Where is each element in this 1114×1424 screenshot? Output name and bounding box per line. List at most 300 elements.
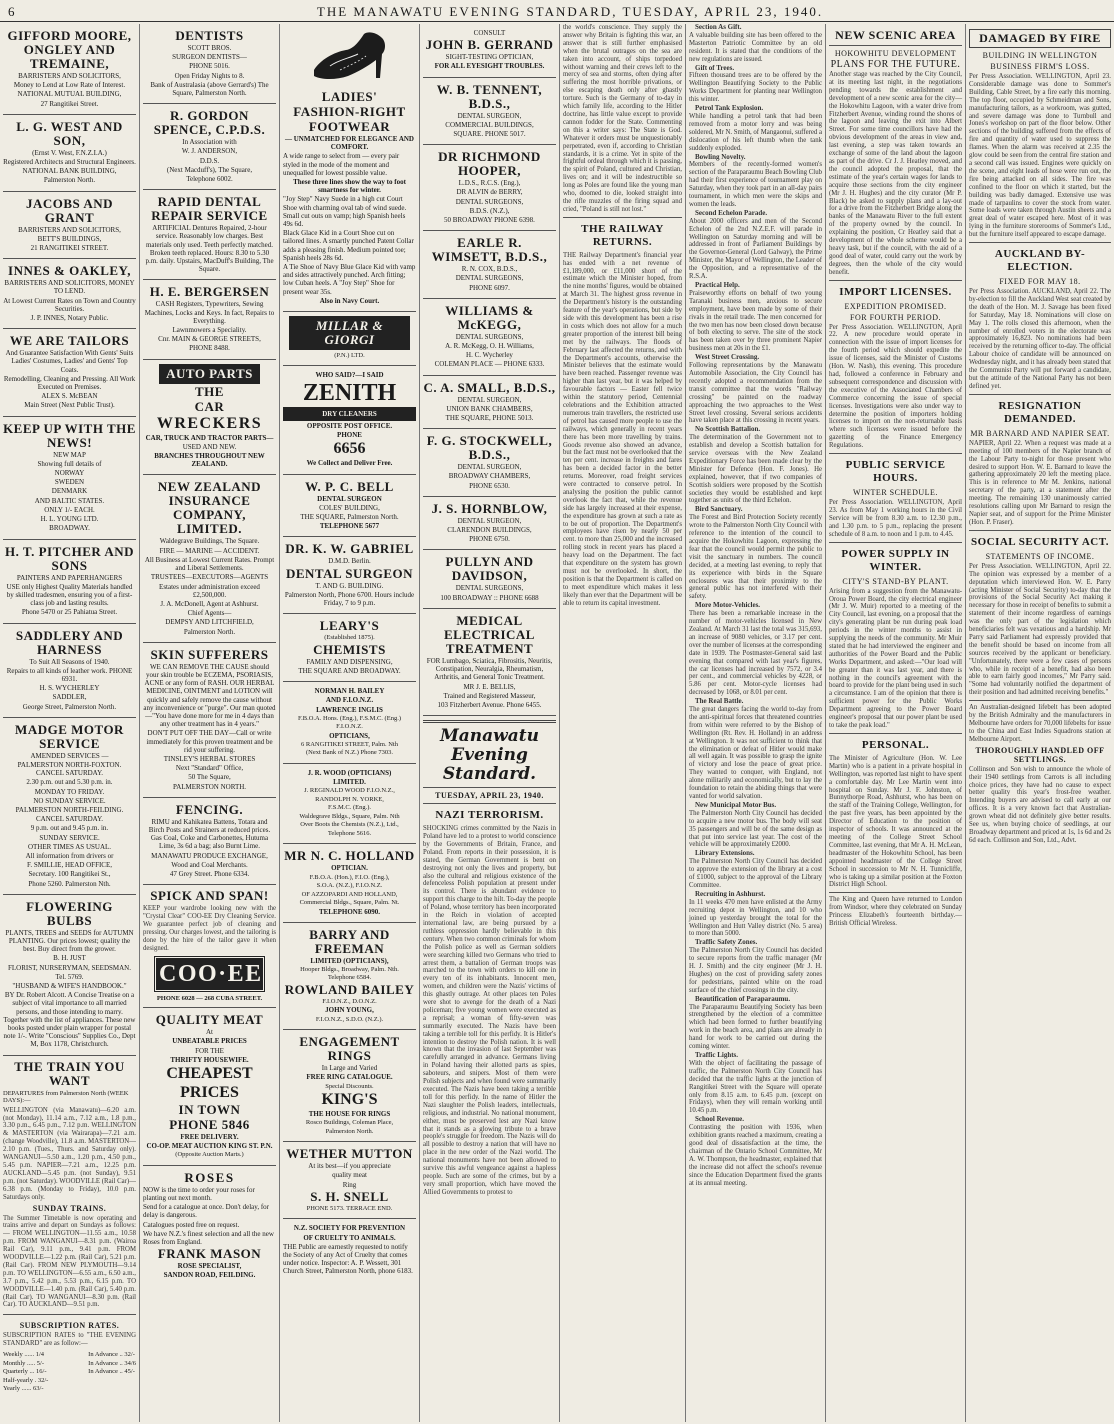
news-brief-heading: Bowling Novelty. — [695, 152, 746, 161]
ad-line: F.B.O.A. Hons. (Eng.), F.S.M.C. (Eng.) — [298, 714, 401, 722]
advertisement — [3, 417, 136, 540]
ad-line: Money to Lend at Low Rate of Interest. — [13, 81, 126, 90]
resign-sub: MR BARNARD AND NAPIER SEAT. — [970, 428, 1110, 438]
ad-line: FAMILY AND DISPENSING, — [306, 657, 393, 666]
news-brief-heading: Section As Gift. — [695, 24, 742, 31]
news-brief-heading: Library Extensions. — [695, 849, 755, 858]
ad-line: 9 p.m. out and 9.45 p.m. in. — [30, 824, 109, 833]
ad-line: C. A. SMALL, B.D.S., — [423, 379, 556, 395]
news-brief-text: Praiseworthy efforts on behalf of two young Taranaki business men, anxious to secure employment, have been made by some of their rivals in the retail trade. The men concerned for the two men has now been closed down because of both electing to serve. The site of the stock has been taken over by three prominent Napier business men at 20s in the £1. — [689, 289, 822, 353]
news-brief-heading: Gift of Trees. — [695, 63, 735, 72]
ad-line: Palmerston North. — [43, 176, 96, 185]
ad-line: OTHER TIMES AS USUAL. — [27, 842, 112, 851]
ad-line: ALEX S. McBEAN — [41, 392, 98, 401]
ad-line: LEARY'S — [319, 618, 380, 634]
news-brief — [689, 506, 822, 601]
millar-sub: (P.N.) LTD. — [334, 352, 365, 360]
ad-line: D.D.S. — [199, 156, 220, 165]
ad-line: ROWLAND BAILEY — [284, 981, 415, 997]
advertisement — [143, 798, 276, 885]
resign-text: NAPIER, April 22. When a request was made at a meeting of 100 members of the Napier branch of the Labour Party to-night for those present who desired to support Hon. W. E. Barnard to leave the gathering approximately 20 left the meeting place. This is in reference to Mr M. Jenkins, national secretary of the party, at a statement after the meeting. The remaining 130 unanimously carried resolutions calling upon Mr Barnard to resign the Napier seat, and of support for the Prime Minister (Hon. P. Fraser). — [969, 439, 1111, 526]
scenic-text: Another stage was reached by the City Council, at its meeting last night, in the negotiations pending towards the establishment and development of a new scenic area for the city—the Hokowhitu Lagoon, with a water drive from Fitzherbert Avenue, winding round the shores of the lagoon and leaving the exit into Albert Street. For some time councillors have had the obvious development of the areas in view and, last evening, a step was taken towards an exchange of some of the land about the lagoon as part of the drive. Cr J. J. Heatley moved, and the council adopted the proposal, that the estimate of the year's certain wages for lands to acquire those sections from the city engineer (Mr J. H. Hughes) and the city curator (Mr P. Black) be asked to supply plans and a lay-out for a drive from the Fitzherbert Bridge along the banks of the Manawatu River to the full extent of the property owned by the council. In explaining the position, Cr Heatley said that a development of the whole scheme would be a heavy task, but if the council, with the aid of a good deal of water, could carry out the work by degrees, then the whole of the city would benefit. — [829, 71, 962, 276]
ad-line: CASH Registers, Typewriters, Sewing Machines, Locks and Keys. In fact, Repairs to Everything. — [144, 300, 275, 325]
ad-line: Black Glace Kid in a Court Shoe cut on tailored lines. A smartly punched Patent Collar adds a pleasing finish. Medium pointed toe; Spanish heels 28s 6d. — [283, 229, 414, 262]
masthead-title: THE MANAWATU EVENING STANDARD, TUESDAY, APRIL 23, 1940. — [316, 4, 824, 19]
ad-line: GIFFORD MOORE, ONGLEY AND TREMAINE, — [7, 28, 132, 71]
ad-line: PHONE 5846 — [169, 1116, 250, 1132]
ad-line: FLORIST, NURSERYMAN, SEEDSMAN. — [8, 963, 131, 972]
ad-line: LAWRENCE INGLIS — [316, 705, 383, 714]
news-brief — [689, 65, 822, 105]
ad-line: R. N. COX, B.D.S., — [461, 265, 518, 274]
advertisement — [3, 115, 136, 192]
ad-line: DENMARK — [51, 487, 88, 496]
ad-line: Phone 5470 or 25 Pahiatua Street. — [21, 608, 118, 617]
ad-line: Monthly ..... 5/- — [3, 1359, 44, 1367]
news-brief-text: Following representations by the Manawatu Automobile Association, the City Council has recently adopted a recommendation from the transit committee that the words "Railway crossing" be painted on the roadway approaching the two approaches to the West Street level crossing. Several serious accidents have taken place at this crossing in recent years. — [689, 362, 822, 425]
advertisement — [423, 299, 556, 376]
ad-line: Phone 5260. Palmerston Nth. — [28, 879, 111, 888]
ad-line: Telephone 5616. — [327, 829, 372, 837]
ad-line: DRY CLEANERS — [283, 407, 416, 421]
ad-line: Palmerston North. — [183, 627, 236, 636]
ad-line: WHO SAID?—I SAID — [315, 370, 384, 379]
ad-line: Palmerston North. — [325, 1127, 374, 1135]
ad-line: TINSLEY'S HERBAL STORES — [163, 754, 256, 763]
sunday-text: The Summer Timetable is now operating and trains arrive and depart on Sundays as follows:— FROM WELLINGTON—11.55 a.m., 10.58 p.m. FROM WANGANUI—8.31 p.m. (Wairoa Rail Car), 9.11 p.m., 9.41 p.m. FROM WOODVILLE—1.22 p.m. (Rail Car), 5.21 p.m. (Rail Car). FROM NEW PLYMOUTH—9.14 p.m. TO WELLINGTON—6.55 a.m., 6.50 a.m., 3.7 p.m., 5.42 p.m., 5.53 p.m., 6.15 p.m. TO WOODVILLE—1.40 p.m. (Rail Car), 5.40 p.m. (Rail Car). TO WANGANUI—8.30 p.m. (Rail Car). TO AUCKLAND—9.51 p.m. — [3, 1214, 136, 1309]
ad-line: Ring — [342, 1180, 357, 1189]
advertisement — [143, 475, 276, 642]
millar-logo: MILLAR & GIORGI — [289, 316, 410, 350]
ads-list-a — [143, 24, 276, 360]
ad-line: B.D.S. (N.Z.), — [469, 206, 510, 215]
ad-line: Waldegrave Bldgs., Square, Palm. Nth — [299, 812, 400, 820]
ad-line: USE only Highest Quality Materials handled by skilled tradesmen, ensuring you of a first-class job and lasting results. — [6, 582, 133, 608]
millar-giorgi-ad — [283, 312, 416, 366]
subs-title: SUBSCRIPTION RATES. — [19, 1321, 120, 1331]
ad-line: BROADWAY. — [49, 524, 90, 533]
ad-line: Repairs to all kinds of leather work. PHONE 6931. — [6, 666, 133, 683]
news-brief-heading: Practical Help. — [695, 281, 740, 289]
news-brief — [689, 24, 822, 64]
social-sub: STATEMENTS OF INCOME. — [985, 551, 1095, 561]
ad-line: Showing full details of — [37, 459, 102, 468]
ad-line: TRUSTEES—EXECUTORS—AGENTS — [150, 573, 269, 582]
subs-text: SUBSCRIPTION RATES to "THE EVENING STANDARD" are as follow:— — [3, 1332, 136, 1348]
ad-line: WE ARE TAILORS — [9, 333, 130, 349]
ad-line: Half-yearly . 32/- — [3, 1376, 49, 1384]
ad-line: NORMAN H. BAILEY — [314, 687, 385, 696]
power-text: Arising from a suggestion from the Manawatu-Oroua Power Board, the city electrical engineer (Mr J. W. Muir) reported to a meeting of the City Council, last evening, on a proposal that the city's generating plant be run during peak load periods in the winter months to assist in supplying the needs of the community. Mr Muir stated that he had interviewed the engineer and authorities of the Power Board and the Public Works Department, and asked:—"Our load will be greater than it was last year, and there is nothing in the council's agreement with the board to provide for the plant being used in such a circumstance. I am of the opinion that there is sufficient power for the Public Works Department agreeing to the Power Board engineer's proposal that our power plant be used to take the peak load." — [829, 587, 962, 729]
ad-line: T. AND G. BUILDING. — [315, 581, 384, 590]
ad-line: FENCING. — [175, 801, 244, 817]
ad-line: Palmerston North, Phone 6700. Hours include Friday, 7 to 9 p.m. — [284, 590, 415, 607]
public-service-title: PUBLIC SERVICE HOURS. — [845, 459, 946, 485]
ad-line: Special Discounts. — [325, 1082, 374, 1090]
advertisement — [3, 329, 136, 416]
social-text: Per Press Association. WELLINGTON, April 22. The opinion was expressed by a member of a deputation which interviewed Hon. W. E. Parry (acting Minister of Social Security) to-day that the provisions of the Social Security Act making it necessary for those in receipt of benefits to submit a statement of their income regardless of earnings was the only part of the legislation which beneficiaries felt was vexatious and a hardship. Mr Parry said Parliament had expressly provided that the benefit should be based on income from all sources received by the applicant or beneficiary. "Unfortunately, there were a few cases of persons who, while in receipt of a benefit, had also been able to earn fairly good incomes," Mr Parry said. "Some had voluntarily notified the department of their position and had admitted receiving benefits." — [969, 562, 1111, 697]
column-4-dental-editorial — [420, 24, 560, 1422]
spick-title: SPICK AND SPAN! — [150, 888, 269, 904]
ad-line: TELEPHONE 5677 — [319, 522, 380, 531]
lifebelt-text: An Australian-designed lifebelt has been adopted by the British Admiralty and the manufacturers in Melbourne have orders for 70,000 lifebelts for issue to the China and East Indies Squadrons station at Melbourne Airport. — [969, 704, 1111, 743]
ad-line: ROSES — [184, 1169, 235, 1185]
ad-line: TELEPHONE 6090. — [318, 907, 381, 916]
cooee-address: PHONE 6028 — 268 CUBA STREET. — [156, 994, 263, 1002]
ad-line: ZENITH — [302, 379, 397, 406]
ad-line: All Business at Lowest Current Rates. Prompt and Liberal Settlements. — [144, 555, 275, 573]
ad-line: COLEMAN PLACE — PHONE 6333. — [434, 360, 545, 369]
ad-line: KING'S — [321, 1091, 378, 1109]
ad-line: ENGAGEMENT RINGS — [299, 1034, 400, 1064]
gerrand-optician-ad — [423, 24, 556, 78]
ad-line: Hooper Bldgs., Broadway, Palm. Nth. — [300, 965, 399, 973]
news-brief-heading: The Real Battle. — [695, 697, 744, 706]
ad-line: AND BALTIC STATES. — [34, 496, 105, 505]
page-number: 6 — [8, 4, 16, 19]
ad-line: Telephone 6584. — [327, 974, 372, 982]
advertisement — [3, 718, 136, 895]
ad-line: COLES' BUILDING, — [319, 503, 380, 512]
ad-line: PHONE 6530. — [469, 481, 510, 490]
ad-line: OPTICIAN. — [331, 864, 368, 873]
news-brief — [689, 282, 822, 353]
editorial-text: SHOCKING crimes committed by the Nazis in Poland have led to a protest to world conscience by the Governments of Britain, France, and Poland. From reports in their possession, it is stated, the German Government is bent on destroying not only the lives and property, but also the cultural and religious existence of the defenceless Polish population at present under its control. There is abundant evidence to support this charge to the hilt. To-day the people of Poland, whose territory has been incorporated in the Reich in violation of accepted international law, are being pursued by a ruthless oppression hardly believable in this century. When two common criminals for whom the Polish police as well as German soldiers were searching killed two Germans who tried to arrest them, a battalion of German troops was marched to the town with orders to kill one in every ten of its inhabitants. Innocent men, women, and children were the Nazis' victims of this ghastly outrage. At other places ten Poles were shot to avenge for the death of a Nazi policeman; five young women were executed as a reprisal; a woman of fifty-seven was summarily executed. The Nazis have been taking a terrible toll for this perfidy. It is Hitler's intention to destroy the Polish nation. It is well known that the invasion of last September was carefully arranged in advance. Germans living in Poland having their allotted parts as spies, saboteurs, and snipers. Most of them were Polish subjects and when found were summarily executed. The Nazis have been taking a terrible toll for this perfidy. In the name of Hitler the Nazi slaughter the Polish leaders, intellectuals, religious, and industrial. No national monument, either, must be preserved lest any Nazi know that it stands as a glowing tribute to a brave people's struggle for freedom. The Nazis will do all possible to destroy a nation that will have no place in the new order of the Nazi world. The national monuments have not been allowed to survive this awful vengeance against a hapless people. Such are some of the crimes, but by a very small proportion, which have moved the Allied Governments to protest to — [423, 825, 556, 1196]
ad-line: DR. K. W. GABRIEL — [285, 541, 414, 557]
leary-chemists-ad — [283, 614, 416, 682]
ad-line: Next "Standard" Office, — [175, 764, 244, 773]
ad-line: FREE DELIVERY. — [180, 1132, 239, 1141]
ad-line: Estates under administration exceed £2,500,000. — [159, 582, 260, 599]
ad-line: INNES & OAKLEY, — [8, 263, 131, 279]
subscription-rates — [3, 1315, 136, 1398]
ad-line: LADIES' — [321, 89, 378, 104]
ad-line: Wood and Coal Merchants. — [171, 860, 248, 869]
ad-line: (Opposite Auction Marts.) — [175, 1151, 244, 1159]
ad-line: At — [206, 1028, 213, 1037]
ad-line: FOOTWEAR — [308, 119, 391, 134]
fire-sub: BUILDING IN WELLINGTON — [982, 51, 1098, 60]
zenith-ad — [283, 366, 416, 475]
ad-line: BY Dr. Robert Alcott. A Concise Treatise on a subject of vital importance to all married persons, and those intending to marry. Together with the list of appliances. These new books posted under plain wrapper for postal note 1/-. Write "Conscious" Supplies Co., Dept M, Box 1178, Christchurch. — [3, 991, 136, 1049]
auckland-title: AUCKLAND BY-ELECTION. — [994, 248, 1086, 274]
train-title: THE TRAIN YOU WANT — [14, 1058, 125, 1088]
ad-line: SIGHT-TESTING OPTICIAN, — [445, 53, 534, 62]
auto-parts-logo: AUTO PARTS — [159, 364, 260, 384]
scenic-sub2: PLANS FOR THE FUTURE. — [830, 59, 961, 70]
ad-line: FOR Lumbago, Sciatica, Fibrositis, Neuritis, Constipation, Neuralgia, Rheumatism, Arthritis, and General Tonic Treatment. — [426, 656, 553, 682]
ad-line: George Street, Palmerston North. — [22, 702, 117, 711]
ad-line: THE SQUARE, PHONE 5013. — [445, 414, 534, 423]
ad-line: F. G. STOCKWELL, B.D.S., — [426, 433, 553, 463]
advertisement — [3, 540, 136, 624]
advertisement — [423, 78, 556, 146]
news-brief-text: In 11 weeks 470 men have enlisted at the Army recruiting depot in Wellington, and 10 who joined up yesterday brought the total for the Wellington and Hutt Valley district (No. 5 area) to more than 5000. — [689, 898, 822, 938]
news-brief-heading: Petrol Tank Explosion. — [695, 104, 764, 113]
ad-line: (Next Bank of N.Z.) Phone 7303. — [305, 749, 393, 757]
news-brief — [689, 354, 822, 425]
holland-optician-ad — [283, 844, 416, 922]
ad-line: BETT'S BUILDINGS, — [37, 234, 102, 243]
ad-line: DON'T PUT OFF THE DAY—Call or write immediately for this proven treatment and be rid your suffering. — [146, 729, 273, 754]
ad-line: MEDICAL ELECTRICAL TREATMENT — [444, 612, 535, 656]
news-brief-heading: New Municipal Motor Bus. — [695, 800, 777, 809]
ad-line: Secretary. 100 Rangitikei St., — [28, 870, 111, 879]
ad-line: H. T. PITCHER AND SONS — [4, 543, 134, 573]
ad-line: OF CRUELTY TO ANIMALS. — [303, 1233, 396, 1242]
ad-line: Open Friday Nights to 8. — [174, 71, 245, 80]
ad-line: CAR, TRUCK AND TRACTOR PARTS— — [145, 433, 274, 442]
ad-line: JOHN YOUNG, — [325, 1006, 374, 1015]
news-brief-text: Fifteen thousand trees are to be offered by the Wellington Beautifying Society to the Public Works Department for planting near Wellington this winter. — [689, 72, 822, 104]
news-brief — [689, 154, 822, 209]
personal-text: The Minister of Agriculture (Hon. W. Lee Martin) who is a patient in a private hospital in Wellington, was reported last night to have spent a comfortable day. Mr Lee Martin went into hospital on Sunday. Mr J. F. Johnston, of Bunnythorpe Road, Ashhurst, who has been on the staff of the Training College, Wellington, for the past five years, has been appointed by the Director of Education to the position of inspector of schools. It was announced at the meeting of the College Street School Committee, last evening, that Mr A. H. McLean, headmaster of the Hokowhitu School, has been appointed headmaster of the College Street School in succession to Mr N. H. Tunnicliffe, who is taking up a similar position at the Foxton District High School. — [829, 754, 962, 889]
ad-line: FASHION-RIGHT — [293, 104, 406, 119]
news-brief-text: The Forest and Bird Protection Society recently wrote to the Palmerston North City Council with reference to the intention of the council to acquire the Hokowhitu Lagoon, expressing the fear that the council would permit the public to visit the sanctuary in numbers. The council decided, at a meeting last evening, to reply that its experience with birds in the Square enclosures was that their proximity to the general public has not interfered with their safety. — [689, 514, 822, 601]
train-subtitle: DEPARTURES from Palmerston North (WEEK DAYS):— — [3, 1089, 129, 1105]
ad-line: 2.30 p.m. out and 5.30 p.m. in. — [26, 778, 113, 787]
ad-line: THE SQUARE AND BROADWAY. — [298, 666, 401, 675]
advertisement — [143, 24, 276, 104]
ad-line: PHONE 6750. — [469, 535, 510, 544]
ad-line: Cnr. MAIN & GEORGE STREETS, — [158, 335, 261, 344]
public-service-text: Per Press Association. WELLINGTON, April 23. As from May 1 working hours in the Civil Service will be from 8.30 a.m. to 12.30 p.m., and 1.30 p.m. to 5 p.m., replacing the present schedule of 8 a.m. to noon and 1 p.m. to 4.45. — [829, 499, 962, 538]
ad-line: PRICES — [180, 1083, 239, 1101]
ad-line: 50 The Square, — [188, 773, 231, 782]
ad-line: DENTISTS — [175, 28, 244, 43]
advertisement — [423, 550, 556, 608]
ad-line: W. J. ANDERSON, — [181, 147, 238, 156]
ad-line: 100 BROADWAY :: PHONE 6688 — [440, 593, 539, 602]
ad-line: F.I.O.N.Z., S.D.O. (N.Z.). — [315, 1015, 384, 1023]
ad-line: S.O.A. (N.Z.), F.I.O.N.Z. — [316, 882, 383, 890]
ad-line: MR N. C. HOLLAND — [284, 848, 415, 864]
dental-ads-list — [423, 78, 556, 717]
ad-line: MONDAY TO FRIDAY. — [34, 787, 105, 796]
column-3-ads — [280, 24, 420, 1422]
news-brief-text: The determination of the Government not to establish and develop a Scottish battalion for service overseas with the New Zealand Expeditionary Force has been made clear by the Minister for Defence (Hon. F. Jones). He explained, however, that if two companies of Scottish soldiers were proposed by the Scottish societies they would be established and kept together as units of the third Echelon. — [689, 434, 822, 505]
ad-line: — UNMATCHED FOR ELEGANCE AND COMFORT. — [285, 135, 414, 152]
railway-title: THE RAILWAY RETURNS. — [581, 222, 664, 248]
ad-line: L. G. WEST AND SON, — [16, 118, 123, 148]
column-8-news — [966, 24, 1114, 1422]
ad-line: FOR THE — [195, 1046, 224, 1055]
ad-line: SQUARE. PHONE 5017. — [453, 130, 526, 139]
news-brief — [689, 802, 822, 849]
ad-line: NEW ZEALAND INSURANCE COMPANY, LIMITED. — [157, 479, 262, 537]
settlings-text: Collinson and Son wish to announce the whole of their 1940 settlings from Carrots is all including choice prices, they have had no cause to expect better quality this year's frost-free weather. Intending buyers are advised to call early at our offices. It is a very known fact that Australian-grown wheat did not definitely give better results. See us, when buying choice of seedlings, at our Broadway department and priced at 1s, 1s 6d and 2s 6d each. Collinson and Son, Ltd., Advt. — [969, 765, 1111, 844]
fire-sub2: BUSINESS FIRM'S LOSS. — [990, 62, 1090, 71]
ad-line: FOR ALL EYESIGHT TROUBLES. — [434, 62, 545, 71]
ad-line: SUNDAY SERVICE. — [39, 833, 100, 842]
wood-opticians-ad — [283, 764, 416, 844]
wether-mutton-ad — [283, 1142, 416, 1219]
ad-line: CONSULT — [473, 29, 506, 37]
ad-line: At its best—if you appreciate — [308, 1162, 391, 1171]
ad-line: NATIONAL MUTUAL BUILDING, — [17, 90, 122, 99]
ad-line: PALMERSTON NORTH-FEILDING. — [15, 805, 124, 814]
news-brief — [689, 996, 822, 1051]
ad-line: These three lines show the way to foot smartness for winter. — [293, 178, 406, 195]
ad-line: J. R. WOOD (OPTICIANS) — [307, 768, 392, 777]
ad-line: R. GORDON SPENCE, C.P.D.S. — [153, 108, 266, 138]
news-brief — [689, 602, 822, 697]
ad-line: RANDOLPH N. YORKE, — [315, 795, 384, 803]
subs-advance — [88, 1350, 136, 1394]
spca-notice — [283, 1219, 416, 1281]
ad-line: 6 RANGITIKEI STREET, Palm. Nth — [300, 740, 398, 748]
auckland-text: Per Press Association. AUCKLAND, April 22. The by-election to fill the Auckland West seat created by the death of the Hon. M. J. Savage has been fixed for Saturday, May 18. Nominations will close on May 1. The rolls closed this afternoon, when the number of enrolled voters in the electorate was approximately 16,823. No nominations had been received by the returning officer to-day. The official Labour choice of candidate will be announced on Wednesday night, and it has already been stated that the Communist Party will put forward a candidate, but the attitude of the National Party has not been defined yet. — [969, 288, 1112, 390]
ad-line: Commercial Bldgs., Square, Palm. Nt. — [299, 899, 400, 907]
news-brief-text: Members of the recently-formed women's section of the Paraparaumu Beach Bowling Club had their first experience of tournament play on Saturday, when they took part in an all-day pairs tournament, in which men were the skips and women the leads. — [689, 161, 822, 208]
ad-line: DENTAL SURGEONS, — [455, 584, 524, 593]
ad-line: DENTAL SURGEON — [285, 565, 414, 581]
ad-line: Yearly ...... 63/- — [3, 1385, 44, 1393]
ad-line: BRANCHES THROUGHOUT NEW ZEALAND. — [154, 452, 265, 469]
news-brief — [689, 939, 822, 994]
ad-line: AMENDED SERVICES — — [30, 751, 109, 760]
ad-line: We Collect and Deliver Free. — [306, 459, 393, 468]
ad-line: FIRE — MARINE — ACCIDENT. — [159, 546, 260, 555]
news-brief-heading: Traffic Safety Zones. — [695, 938, 758, 947]
news-brief — [689, 850, 822, 890]
ad-line: Lawnmowers a Speciality. — [172, 326, 247, 335]
ad-line: OF AZZOPARDI AND HOLLAND, — [301, 890, 398, 898]
ad-line: SKIN SUFFERERS — [150, 646, 269, 662]
ad-line: FREE RING CATALOGUE. — [306, 1073, 393, 1082]
ad-line: DR ALVIN de BERRY, — [456, 188, 523, 197]
ad-line: J. A. McDonell, Agent at Ashhurst. — [160, 599, 259, 608]
ad-line: L.D.S., R.C.S. (Eng.), — [458, 179, 521, 188]
advertisement — [143, 190, 276, 280]
ad-line: 50 BROADWAY PHONE 6398. — [444, 216, 535, 225]
ad-line: All information from drivers or — [25, 851, 114, 860]
ad-line: J. S. HORNBLOW, — [431, 500, 548, 516]
ad-line: 21 RANGITIKEI STREET. — [30, 244, 109, 253]
bell-dental-ad — [283, 475, 416, 538]
ad-line: PHONE 6097. — [469, 283, 510, 292]
ad-line: LIMITED (OPTICIANS), — [310, 956, 389, 965]
ad-line: In Large and Varied — [321, 1064, 378, 1073]
ad-line: KEEP UP WITH THE NEWS! — [3, 420, 136, 450]
advertisement — [423, 609, 556, 716]
news-brief-text: The Palmerston North City Council has decided to approve the extension of the library at a cost of £1000, subject to the approval of the Library Committee. — [689, 858, 822, 889]
ad-line: Over Boots the Chemists (N.Z.), Ltd., — [300, 821, 399, 829]
social-title: SOCIAL SECURITY ACT. — [970, 535, 1110, 548]
news-brief — [689, 698, 822, 801]
ad-line: Telephone 6002. — [186, 175, 233, 184]
ad-line: LIMITED. — [333, 778, 366, 787]
ad-line: THE SQUARE, Palmerston North. — [300, 512, 399, 521]
advertisement — [3, 624, 136, 718]
news-brief-heading: West Street Crossing. — [695, 353, 760, 362]
ad-line: PHONE — [337, 431, 362, 440]
news-brief-heading: More Motor-Vehicles. — [695, 601, 761, 610]
ad-line: F. SMILLIE, HEAD OFFICE, — [27, 861, 112, 870]
ad-line: NORWAY — [54, 469, 85, 478]
ad-line: A. R. McKegg, O. H. Williams, — [445, 342, 534, 351]
ad-line: B. H. JUST — [53, 954, 86, 963]
ad-line: AND F.I.O.N.Z. — [325, 696, 374, 705]
ad-line: In Advance .. 45/- — [88, 1368, 135, 1376]
barry-freeman-ad — [283, 923, 416, 1030]
advertisement — [3, 895, 136, 1056]
ad-line: JOHN B. GERRAND — [425, 37, 554, 53]
news-brief — [689, 105, 822, 152]
ad-line: quality meat — [332, 1171, 367, 1180]
ad-line: MANAWATU PRODUCE EXCHANGE, — [151, 851, 268, 860]
advertisement — [423, 231, 556, 299]
ad-line: (Ernst V. West, F.N.Z.I.A.) — [32, 148, 107, 157]
ad-line: RAPID DENTAL REPAIR SERVICE — [151, 194, 268, 224]
advertisement — [423, 429, 556, 497]
ad-line: PHONE 5016. — [189, 62, 230, 71]
sunday-title: SUNDAY TRAINS. — [32, 1203, 107, 1213]
ad-line: CAR — [194, 398, 225, 414]
ad-line: USED AND NEW. — [182, 442, 237, 451]
ad-line: WE CAN REMOVE THE CAUSE should your skin trouble be ECZEMA, PSORIASIS, ACNE or any form of RASH. OUR HERBAL MEDICINE, OINTMENT and LOTION will quickly and safely remove the cause without any inconvenience or "purge". Our man quoted—"You have done more for me in 4 days than any other treatment has in 4 years." — [143, 662, 276, 729]
masthead — [0, 0, 1114, 22]
paper-name: Manawatu Evening Standard. — [439, 726, 540, 785]
ad-line: We have N.Z.'s finest selection and all the new Roses from England. — [143, 1229, 274, 1247]
ad-line: H. E. BERGERSEN — [149, 284, 270, 300]
ad-line: PHONE 5173. TERRACE END. — [306, 1204, 393, 1212]
ad-line: Also in Navy Court. — [319, 296, 380, 305]
ad-line: (Established 1875). — [324, 634, 375, 642]
ad-line: SURGEON DENTISTS— — [172, 53, 247, 62]
advertisement — [423, 145, 556, 231]
column-2-ads — [140, 24, 280, 1422]
news-brief-text: The great dangers facing the world to-day from the anti-spiritual forces that threatened countries from within were referred to by the Bishop of Wellington (Rt. Rev. H. Holland) in an address at Wellington. It was not sufficient to think that the elimination or defeat of Hitler would make all well again. It was possible to grasp the ignite of victory and lose the peace of great price. They wanted to conquer, with England, not alone militarily and economically, but to lay the foundation to retain the abiding things that were vanted for world salvation. — [689, 706, 822, 800]
ad-line: Chief Agents— — [187, 609, 232, 618]
ad-line: Waldegrave Buildings, The Square. — [159, 537, 260, 546]
ad-line: Registered Architects and Structural Engineers. — [3, 158, 136, 167]
advertisement — [3, 24, 136, 115]
news-brief — [689, 1052, 822, 1115]
news-brief-text: About 2000 officers and men of the Second Echelon of the 2nd N.Z.E.F. will parade in Wellington on Saturday morning and will be addressed in front of Parliament Buildings by the Governor-General (Lord Galway), the Prime Minister, the Mayor of Wellington, the Leader of the Opposition, and a representative of the R.S.A. — [689, 217, 822, 281]
ad-line: SCOTT BROS. — [187, 44, 232, 52]
power-sub: CITY'S STAND-BY PLANT. — [842, 576, 949, 586]
ad-line: PULLYN AND DAVIDSON, — [445, 554, 534, 584]
ad-line: DENTAL SURGEON, — [457, 395, 522, 404]
ad-line: THE HOUSE FOR RINGS — [308, 1110, 391, 1119]
footwear-ad — [283, 24, 416, 312]
scenic-sub: HOKOWHITU DEVELOPMENT — [834, 49, 957, 58]
ad-line: OPPOSITE POST OFFICE. — [306, 421, 393, 430]
ad-line: BARRY AND FREEMAN — [309, 926, 390, 956]
ad-line: In Advance .. 32/- — [88, 1351, 135, 1359]
public-service-sub: WINTER SCHEDULE. — [853, 488, 938, 498]
ad-line: BARRISTERS AND SOLICITORS, MONEY TO LEND. — [4, 279, 135, 296]
royal-text: The King and Queen have returned to London from Windsor, where they celebrated on Sunday Princess Elizabeth's fourteenth birthday.—British Official Wireless. — [829, 896, 962, 928]
advertisement — [423, 376, 556, 430]
ad-line: F.I.O.N.Z., D.O.N.Z. — [322, 997, 377, 1005]
ad-line: H. C. Wycherley — [466, 351, 513, 360]
ad-line: CANCEL SATURDAY. — [35, 815, 104, 824]
spick-text: KEEP your wardrobe looking new with the "Crystal Clear" COO-EE Dry Cleaning Service. We guarantee perfect job of cleaning and pressing. Our charges lowest, and the tailoring is done by the hire of the tailor gave it when designed. — [143, 905, 276, 952]
news-brief — [689, 1116, 822, 1187]
ad-line: NATIONAL BANK BUILDING, — [22, 167, 117, 176]
news-brief-text: While handling a petrol tank that had been removed from a motor lorry and was being soldered, Mr N. Smith, of Mangaonui, suffered a dislocation of his left thumb when the tank suddenly exploded. — [689, 112, 822, 152]
ad-line: BARRISTERS AND SOLICITORS, — [18, 225, 121, 234]
ad-line: F.I.O.N.Z. — [336, 723, 363, 731]
ad-line: Remodelling, Cleaning and Pressing. All Work Executed on Premises. — [3, 374, 136, 392]
settlings-title: THOROUGHLY HANDLED OFF SETTLINGS. — [975, 745, 1105, 764]
train-timetable — [3, 1056, 136, 1316]
cooee-logo: COO·EE — [153, 955, 266, 993]
car-wreckers-ad — [143, 360, 276, 476]
ad-line: RIMU and Kahikatea Battens, Totara and Birch Posts and Strainers at reduced prices. Gas Coal, Coke and Carbonettes, Hutuma Lime, 3s 6d a bag; also Burnt Lime. — [148, 817, 271, 851]
